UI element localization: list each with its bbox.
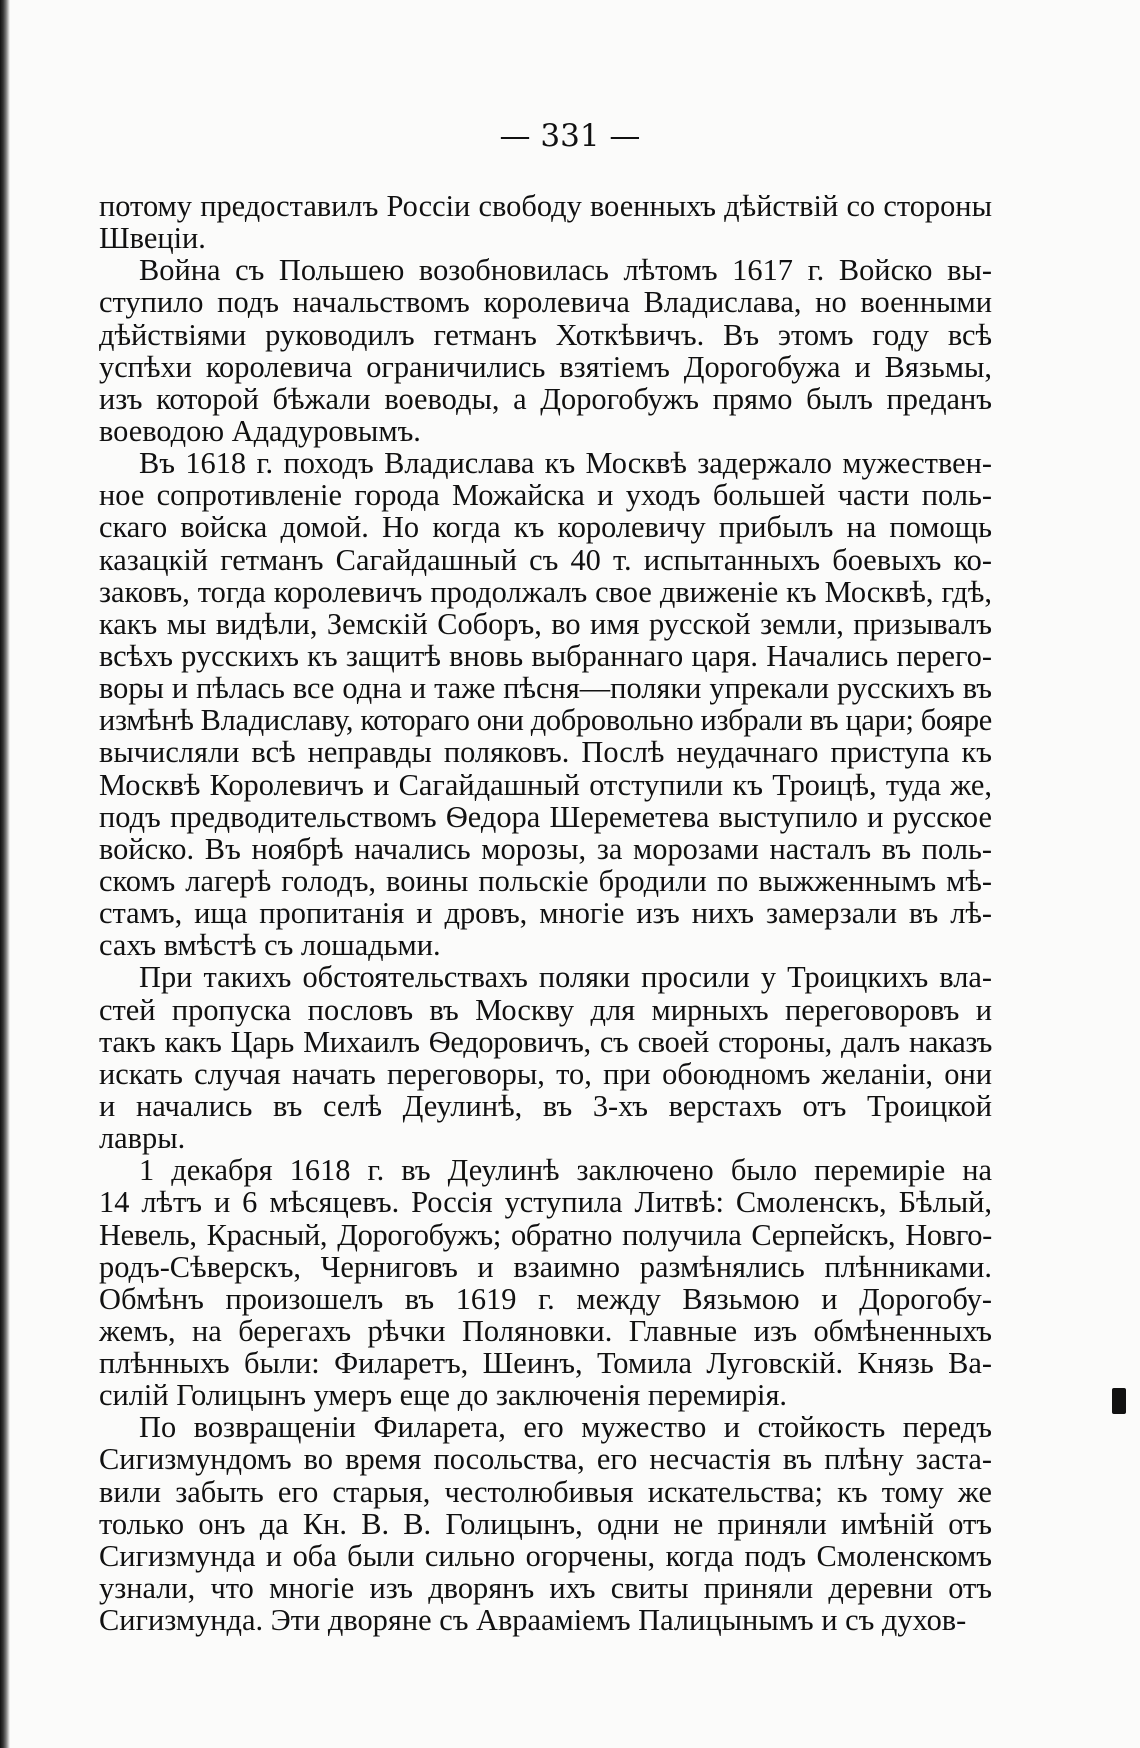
text-line: какъ мы видѣли, Земскій Соборъ, во имя русской земли, призывалъ [99, 606, 992, 641]
text-line: Москвѣ Королевичъ и Сагайдашный отступили къ Троицѣ, туда же, [99, 767, 992, 802]
text-line: При такихъ обстоятельствахъ поляки просили у Троицкихъ вла- [139, 960, 992, 995]
paragraph [99, 1154, 992, 1411]
text-line: 1 декабря 1618 г. въ Деулинѣ заключено было перемиріе на [139, 1153, 992, 1188]
text-line: только онъ да Кн. В. В. Голицынъ, одни не приняли имѣній отъ [99, 1506, 992, 1541]
text-line: Невель, Красный, Дорогобужъ; обратно получила Серпейскъ, Новго- [99, 1217, 992, 1252]
text-line: воеводою Ададуровымъ. [99, 413, 421, 448]
page-number: — 331 — [499, 118, 641, 154]
paragraph [99, 961, 992, 1154]
text-line: стей пропуска пословъ въ Москву для мирныхъ переговоровъ и [99, 992, 992, 1027]
text-line: подъ предводительствомъ Ѳедора Шереметева выступило и русское [99, 799, 992, 834]
text-line: воры и пѣлась все одна и таже пѣсня—поляки упрекали русскихъ въ [99, 671, 992, 706]
paragraph [99, 190, 992, 254]
text-line: казацкій гетманъ Сагайдашный съ 40 т. испытанныхъ боевыхъ ко- [99, 542, 992, 577]
text-line: Сигизмунда и оба были сильно огорчены, когда подъ Смоленскомъ [99, 1538, 992, 1573]
margin-ink-mark [1112, 1388, 1126, 1414]
text-line: жемъ, на берегахъ рѣчки Поляновки. Главные изъ обмѣненныхъ [99, 1313, 992, 1348]
text-line: скаго войска домой. Но когда къ королевичу прибылъ на помощь [99, 510, 992, 545]
scan-edge-shadow [0, 0, 10, 1748]
text-line: скомъ лагерѣ голодъ, воины польскіе бродили по выжженнымъ мѣ- [99, 863, 992, 898]
text-line: изъ которой бѣжали воеводы, а Дорогобужъ прямо былъ преданъ [99, 381, 992, 416]
text-line: измѣнѣ Владиславу, котораго они добровольно избрали въ цари; бояре [99, 703, 992, 738]
text-line: успѣхи королевича ограничились взятіемъ Дорогобужа и Вязьмы, [99, 349, 992, 384]
text-line: войско. Въ ноябрѣ начались морозы, за морозами насталъ въ поль- [99, 831, 992, 866]
text-line: Въ 1618 г. походъ Владислава къ Москвѣ задержало мужествен- [139, 446, 992, 481]
paragraph [99, 254, 992, 447]
text-line: потому предоставилъ Россіи свободу военныхъ дѣйствій со стороны [99, 189, 992, 223]
text-line: Сигизмунда. Эти дворяне съ Авраамiемъ Палицынымъ и съ духов- [99, 1603, 967, 1638]
text-line: ступило подъ начальствомъ королевича Владислава, но военными [99, 285, 992, 320]
text-line: Сигизмундомъ во время посольства, его несчастія въ плѣну заста- [99, 1442, 992, 1477]
text-line: и начались въ селѣ Деулинѣ, въ 3-хъ верстахъ отъ Троицкой [99, 1088, 992, 1123]
text-line: заковъ, тогда королевичъ продолжалъ свое движеніе къ Москвѣ, гдѣ, [99, 574, 992, 609]
text-line: такъ какъ Царь Михаилъ Ѳедоровичъ, съ своей стороны, далъ наказъ [99, 1024, 992, 1059]
text-line: Обмѣнъ произошелъ въ 1619 г. между Вязьмою и Дорогобу- [99, 1281, 992, 1316]
text-line: плѣнныхъ были: Филаретъ, Шеинъ, Томила Луговскій. Князь Ва- [99, 1346, 992, 1381]
text-line: 14 лѣтъ и 6 мѣсяцевъ. Россія уступила Литвѣ: Смоленскъ, Бѣлый, [99, 1185, 992, 1220]
text-line: искать случая начать переговоры, то, при обоюдномъ желаніи, они [99, 1056, 992, 1091]
text-line: всѣхъ русскихъ къ защитѣ вновь выбраннаго царя. Начались перего- [99, 638, 992, 673]
text-line: вычисляли всѣ неправды поляковъ. Послѣ неудачнаго приступа къ [99, 735, 992, 770]
text-line: сахъ вмѣстѣ съ лошадьми. [99, 928, 441, 963]
paragraph [99, 1411, 992, 1636]
text-line: родъ-Сѣверскъ, Черниговъ и взаимно размѣнялись плѣнниками. [99, 1249, 992, 1284]
text-line: узнали, что многіе изъ дворянъ ихъ свиты приняли деревни отъ [99, 1571, 992, 1606]
body-text [99, 190, 992, 1636]
text-line: стамъ, ища пропитанія и дровъ, многіе изъ нихъ замерзали въ лѣ- [99, 896, 992, 931]
text-line: Война съ Польшею возобновилась лѣтомъ 1617 г. Войско вы- [139, 253, 992, 288]
text-line: лавры. [99, 1121, 186, 1156]
text-line: ное сопротивленіе города Можайска и уходъ большей части поль- [99, 478, 992, 513]
paragraph [99, 447, 992, 961]
text-line: дѣйствіями руководилъ гетманъ Хоткѣвичъ. Въ этомъ году всѣ [99, 317, 992, 352]
text-line: По возвращеніи Филарета, его мужество и стойкость передъ [139, 1410, 992, 1445]
text-line: вили забыть его старыя, честолюбивыя искательства; къ тому же [99, 1474, 992, 1509]
text-line: Швеціи. [99, 221, 206, 256]
text-line: силій Голицынъ умеръ еще до заключенія перемирія. [99, 1378, 788, 1413]
